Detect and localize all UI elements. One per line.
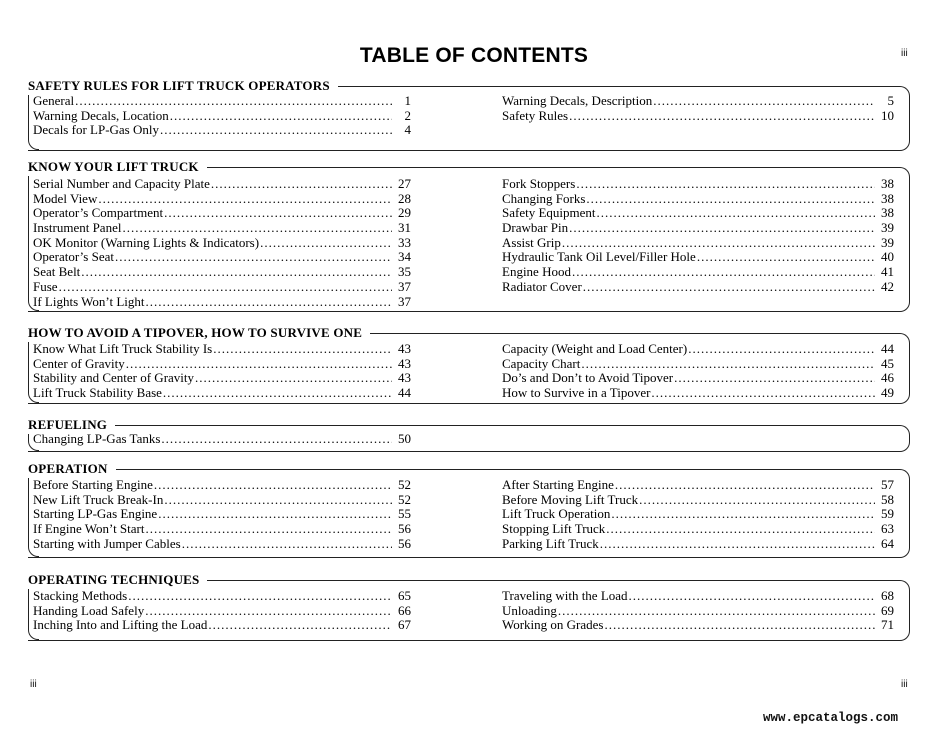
toc-column-left [33,342,411,401]
toc-entry-page: 52 [398,477,411,492]
dot-leader [128,589,392,604]
toc-entry-title: New Lift Truck Break-In [33,491,164,507]
section-heading: HOW TO AVOID A TIPOVER, HOW TO SURVIVE ONE [28,326,370,340]
toc-entry-title: Engine Hood [502,264,571,280]
toc-entry[interactable] [502,94,894,109]
toc-entry-page: 27 [398,176,411,191]
toc-entry-page: 68 [881,588,894,603]
dot-leader [208,618,392,633]
toc-entry-page: 34 [398,249,411,265]
toc-entry-title: Before Moving Lift Truck [502,491,639,507]
toc-entry[interactable] [33,371,411,386]
dot-leader [154,478,392,493]
toc-entry-page: 29 [398,205,411,221]
toc-entry[interactable] [502,522,894,537]
dot-leader [581,357,875,372]
toc-column-right [502,342,894,401]
dot-leader [195,371,392,386]
toc-entry-title: Operator’s Seat [33,249,114,265]
dot-leader [213,342,392,357]
toc-entry-page: 71 [881,617,894,633]
section-heading: KNOW YOUR LIFT TRUCK [28,160,207,174]
toc-entry[interactable] [33,386,411,401]
toc-column-left [33,432,411,447]
toc-entry[interactable] [33,604,411,619]
toc-entry[interactable] [33,206,411,221]
toc-entry-page: 49 [881,385,894,401]
toc-entry[interactable] [502,342,894,357]
toc-entry[interactable] [502,618,894,633]
toc-section [28,462,910,558]
toc-entry-title: Safety Equipment [502,205,596,221]
toc-section [28,573,910,641]
dot-leader [59,280,392,295]
toc-entry[interactable] [33,250,411,265]
toc-entry-title: Before Starting Engine [33,477,153,492]
toc-entry-page: 56 [398,535,411,551]
dot-leader [697,250,875,265]
toc-entry-title: Center of Gravity [33,355,125,371]
dot-leader [606,522,875,537]
toc-entry-title: Unloading [502,602,557,618]
toc-entry[interactable] [502,265,894,280]
toc-entry[interactable] [502,371,894,386]
toc-entry-title: Changing LP-Gas Tanks [33,431,161,446]
toc-entry-title: If Lights Won’t Light [33,293,145,309]
page-number-bottom-left: iii [30,679,37,690]
dot-leader [81,265,392,280]
toc-entry-title: After Starting Engine [502,477,614,492]
dot-leader [605,618,876,633]
toc-entry[interactable] [502,478,894,493]
toc-entry-page: 52 [398,491,411,507]
toc-entry-title: Hydraulic Tank Oil Level/Filler Hole [502,249,696,265]
toc-entry-title: Drawbar Pin [502,220,569,236]
dot-leader [615,478,875,493]
toc-entry-title: Lift Truck Stability Base [33,385,162,401]
toc-entry-title: Instrument Panel [33,220,122,236]
section-heading: SAFETY RULES FOR LIFT TRUCK OPERATORS [28,79,338,93]
toc-entry[interactable] [502,192,894,207]
toc-entry-page: 38 [881,205,894,221]
toc-entry-page: 4 [404,122,411,138]
dot-leader [611,507,875,522]
toc-entry-page: 43 [398,355,411,371]
toc-entry-title: If Engine Won’t Start [33,521,145,537]
toc-entry-page: 69 [881,602,894,618]
dot-leader [629,589,875,604]
toc-entry[interactable] [502,493,894,508]
toc-entry-title: Radiator Cover [502,278,582,294]
dot-leader [211,177,392,192]
dot-leader [170,109,392,124]
toc-entry-title: Inching Into and Lifting the Load [33,617,208,633]
dot-leader [639,493,875,508]
dot-leader [653,94,875,109]
toc-entry[interactable] [33,280,411,295]
toc-entry[interactable] [33,221,411,236]
toc-entry-title: Warning Decals, Location [33,107,169,123]
toc-entry-page: 37 [398,293,411,309]
toc-entry[interactable] [33,109,411,124]
toc-entry[interactable] [502,357,894,372]
toc-entry[interactable] [502,386,894,401]
toc-entry-title: Handing Load Safely [33,602,145,618]
page-number-bottom-right: iii [901,679,908,690]
toc-entry-title: Operator’s Compartment [33,205,164,221]
toc-entry-page: 58 [881,491,894,507]
dot-leader [569,109,875,124]
toc-entry-title: Starting with Jumper Cables [33,535,181,551]
toc-entry-page: 46 [881,370,894,386]
toc-entry-title: Capacity (Weight and Load Center) [502,341,688,356]
dot-leader [158,507,392,522]
dot-leader [576,177,875,192]
toc-entry-page: 55 [398,506,411,522]
toc-entry-title: Model View [33,190,98,206]
toc-entry[interactable] [502,589,894,604]
toc-entry-page: 57 [881,477,894,492]
toc-entry[interactable] [33,618,411,633]
dot-leader [98,192,392,207]
toc-entry[interactable] [33,236,411,251]
toc-entry-title: Working on Grades [502,617,604,633]
dot-leader [75,94,392,109]
dot-leader [558,604,875,619]
toc-entry-page: 38 [881,176,894,191]
toc-entry-page: 38 [881,190,894,206]
page-number-top-right: iii [901,48,908,59]
toc-entry-page: 43 [398,370,411,386]
toc-entry-title: Stacking Methods [33,588,128,603]
section-heading: OPERATION [28,462,116,476]
toc-entry[interactable] [502,250,894,265]
toc-entry-title: How to Survive in a Tipover [502,385,651,401]
toc-entry-page: 10 [881,107,894,123]
toc-entry[interactable] [502,236,894,251]
dot-leader [115,250,392,265]
toc-entry-page: 63 [881,521,894,537]
toc-entry[interactable] [502,280,894,295]
dot-leader [569,221,875,236]
dot-leader [164,206,392,221]
toc-entry-page: 44 [881,341,894,356]
toc-entry-page: 66 [398,602,411,618]
dot-leader [126,357,392,372]
toc-entry-page: 67 [398,617,411,633]
toc-entry-page: 37 [398,278,411,294]
section-heading: OPERATING TECHNIQUES [28,573,207,587]
toc-entry-title: Seat Belt [33,264,81,280]
toc-entry[interactable] [33,192,411,207]
dot-leader [597,206,875,221]
toc-entry-page: 28 [398,190,411,206]
toc-entry-page: 42 [881,278,894,294]
toc-entry[interactable] [502,206,894,221]
toc-entry-page: 43 [398,341,411,356]
dot-leader [583,280,875,295]
toc-entry[interactable] [33,522,411,537]
section-heading: REFUELING [28,418,115,432]
dot-leader [146,295,393,310]
toc-entry-title: Assist Grip [502,234,561,250]
toc-entry-page: 1 [404,93,411,108]
toc-column-left [33,478,411,551]
toc-entry-page: 59 [881,506,894,522]
toc-entry-page: 56 [398,521,411,537]
dot-leader [161,432,392,447]
toc-entry-title: Fork Stoppers [502,176,576,191]
toc-entry[interactable] [502,177,894,192]
toc-column-right [502,94,894,123]
toc-entry[interactable] [502,537,894,552]
toc-entry-page: 65 [398,588,411,603]
toc-entry[interactable] [33,342,411,357]
toc-entry-page: 31 [398,220,411,236]
toc-entry-title: Do’s and Don’t to Avoid Tipover [502,370,674,386]
toc-entry[interactable] [502,221,894,236]
toc-entry-title: Fuse [33,278,58,294]
toc-entry-title: Stability and Center of Gravity [33,370,195,386]
toc-entry-title: Starting LP-Gas Engine [33,506,158,522]
dot-leader [160,123,392,138]
toc-entry[interactable] [33,432,411,447]
toc-entry[interactable] [33,265,411,280]
toc-entry[interactable] [502,109,894,124]
dot-leader [164,493,392,508]
toc-entry-title: Stopping Lift Truck [502,521,606,537]
toc-entry-title: Changing Forks [502,190,586,206]
dot-leader [145,604,392,619]
toc-entry[interactable] [33,94,411,109]
toc-entry-title: Safety Rules [502,107,569,123]
toc-entry[interactable] [33,357,411,372]
toc-entry-title: Serial Number and Capacity Plate [33,176,210,191]
toc-section [28,79,910,151]
toc-entry[interactable] [33,177,411,192]
page-title: TABLE OF CONTENTS [359,44,589,67]
dot-leader [182,537,392,552]
toc-entry-page: 44 [398,385,411,401]
toc-entry-page: 64 [881,535,894,551]
toc-entry-title: Lift Truck Operation [502,506,611,522]
dot-leader [688,342,875,357]
toc-column-right [502,589,894,633]
dot-leader [562,236,875,251]
toc-entry[interactable] [33,123,411,138]
toc-entry-page: 35 [398,264,411,280]
toc-section [28,418,910,452]
dot-leader [674,371,875,386]
toc-entry-title: Capacity Chart [502,355,581,371]
toc-entry-title: OK Monitor (Warning Lights & Indicators) [33,234,260,250]
toc-entry-title: Know What Lift Truck Stability Is [33,341,213,356]
toc-entry[interactable] [33,589,411,604]
toc-entry-page: 40 [881,249,894,265]
toc-entry-title: Parking Lift Truck [502,535,599,551]
toc-entry-title: Decals for LP-Gas Only [33,122,159,138]
toc-entry[interactable] [502,507,894,522]
watermark-text: www.epcatalogs.com [762,711,898,725]
toc-entry-page: 41 [881,264,894,280]
dot-leader [122,221,392,236]
toc-entry-page: 45 [881,355,894,371]
toc-section [28,326,910,404]
dot-leader [260,236,392,251]
dot-leader [163,386,392,401]
toc-entry-title: Traveling with the Load [502,588,628,603]
toc-column-left [33,589,411,633]
toc-entry-page: 50 [398,431,411,446]
toc-entry[interactable] [33,507,411,522]
dot-leader [651,386,875,401]
toc-entry-page: 33 [398,234,411,250]
toc-entry[interactable] [502,604,894,619]
toc-entry-title: General [33,93,75,108]
dot-leader [145,522,392,537]
toc-column-right [502,478,894,551]
toc-entry-title: Warning Decals, Description [502,93,653,108]
toc-entry[interactable] [33,478,411,493]
toc-entry-page: 5 [887,93,894,108]
toc-entry[interactable] [33,493,411,508]
toc-entry-page: 39 [881,220,894,236]
toc-column-right [502,177,894,295]
toc-column-left [33,177,411,309]
toc-entry-page: 39 [881,234,894,250]
dot-leader [572,265,875,280]
toc-entry[interactable] [33,537,411,552]
dot-leader [600,537,875,552]
toc-entry-page: 2 [404,107,411,123]
toc-section [28,160,910,312]
toc-entry[interactable] [33,295,411,310]
toc-column-left [33,94,411,138]
dot-leader [586,192,875,207]
